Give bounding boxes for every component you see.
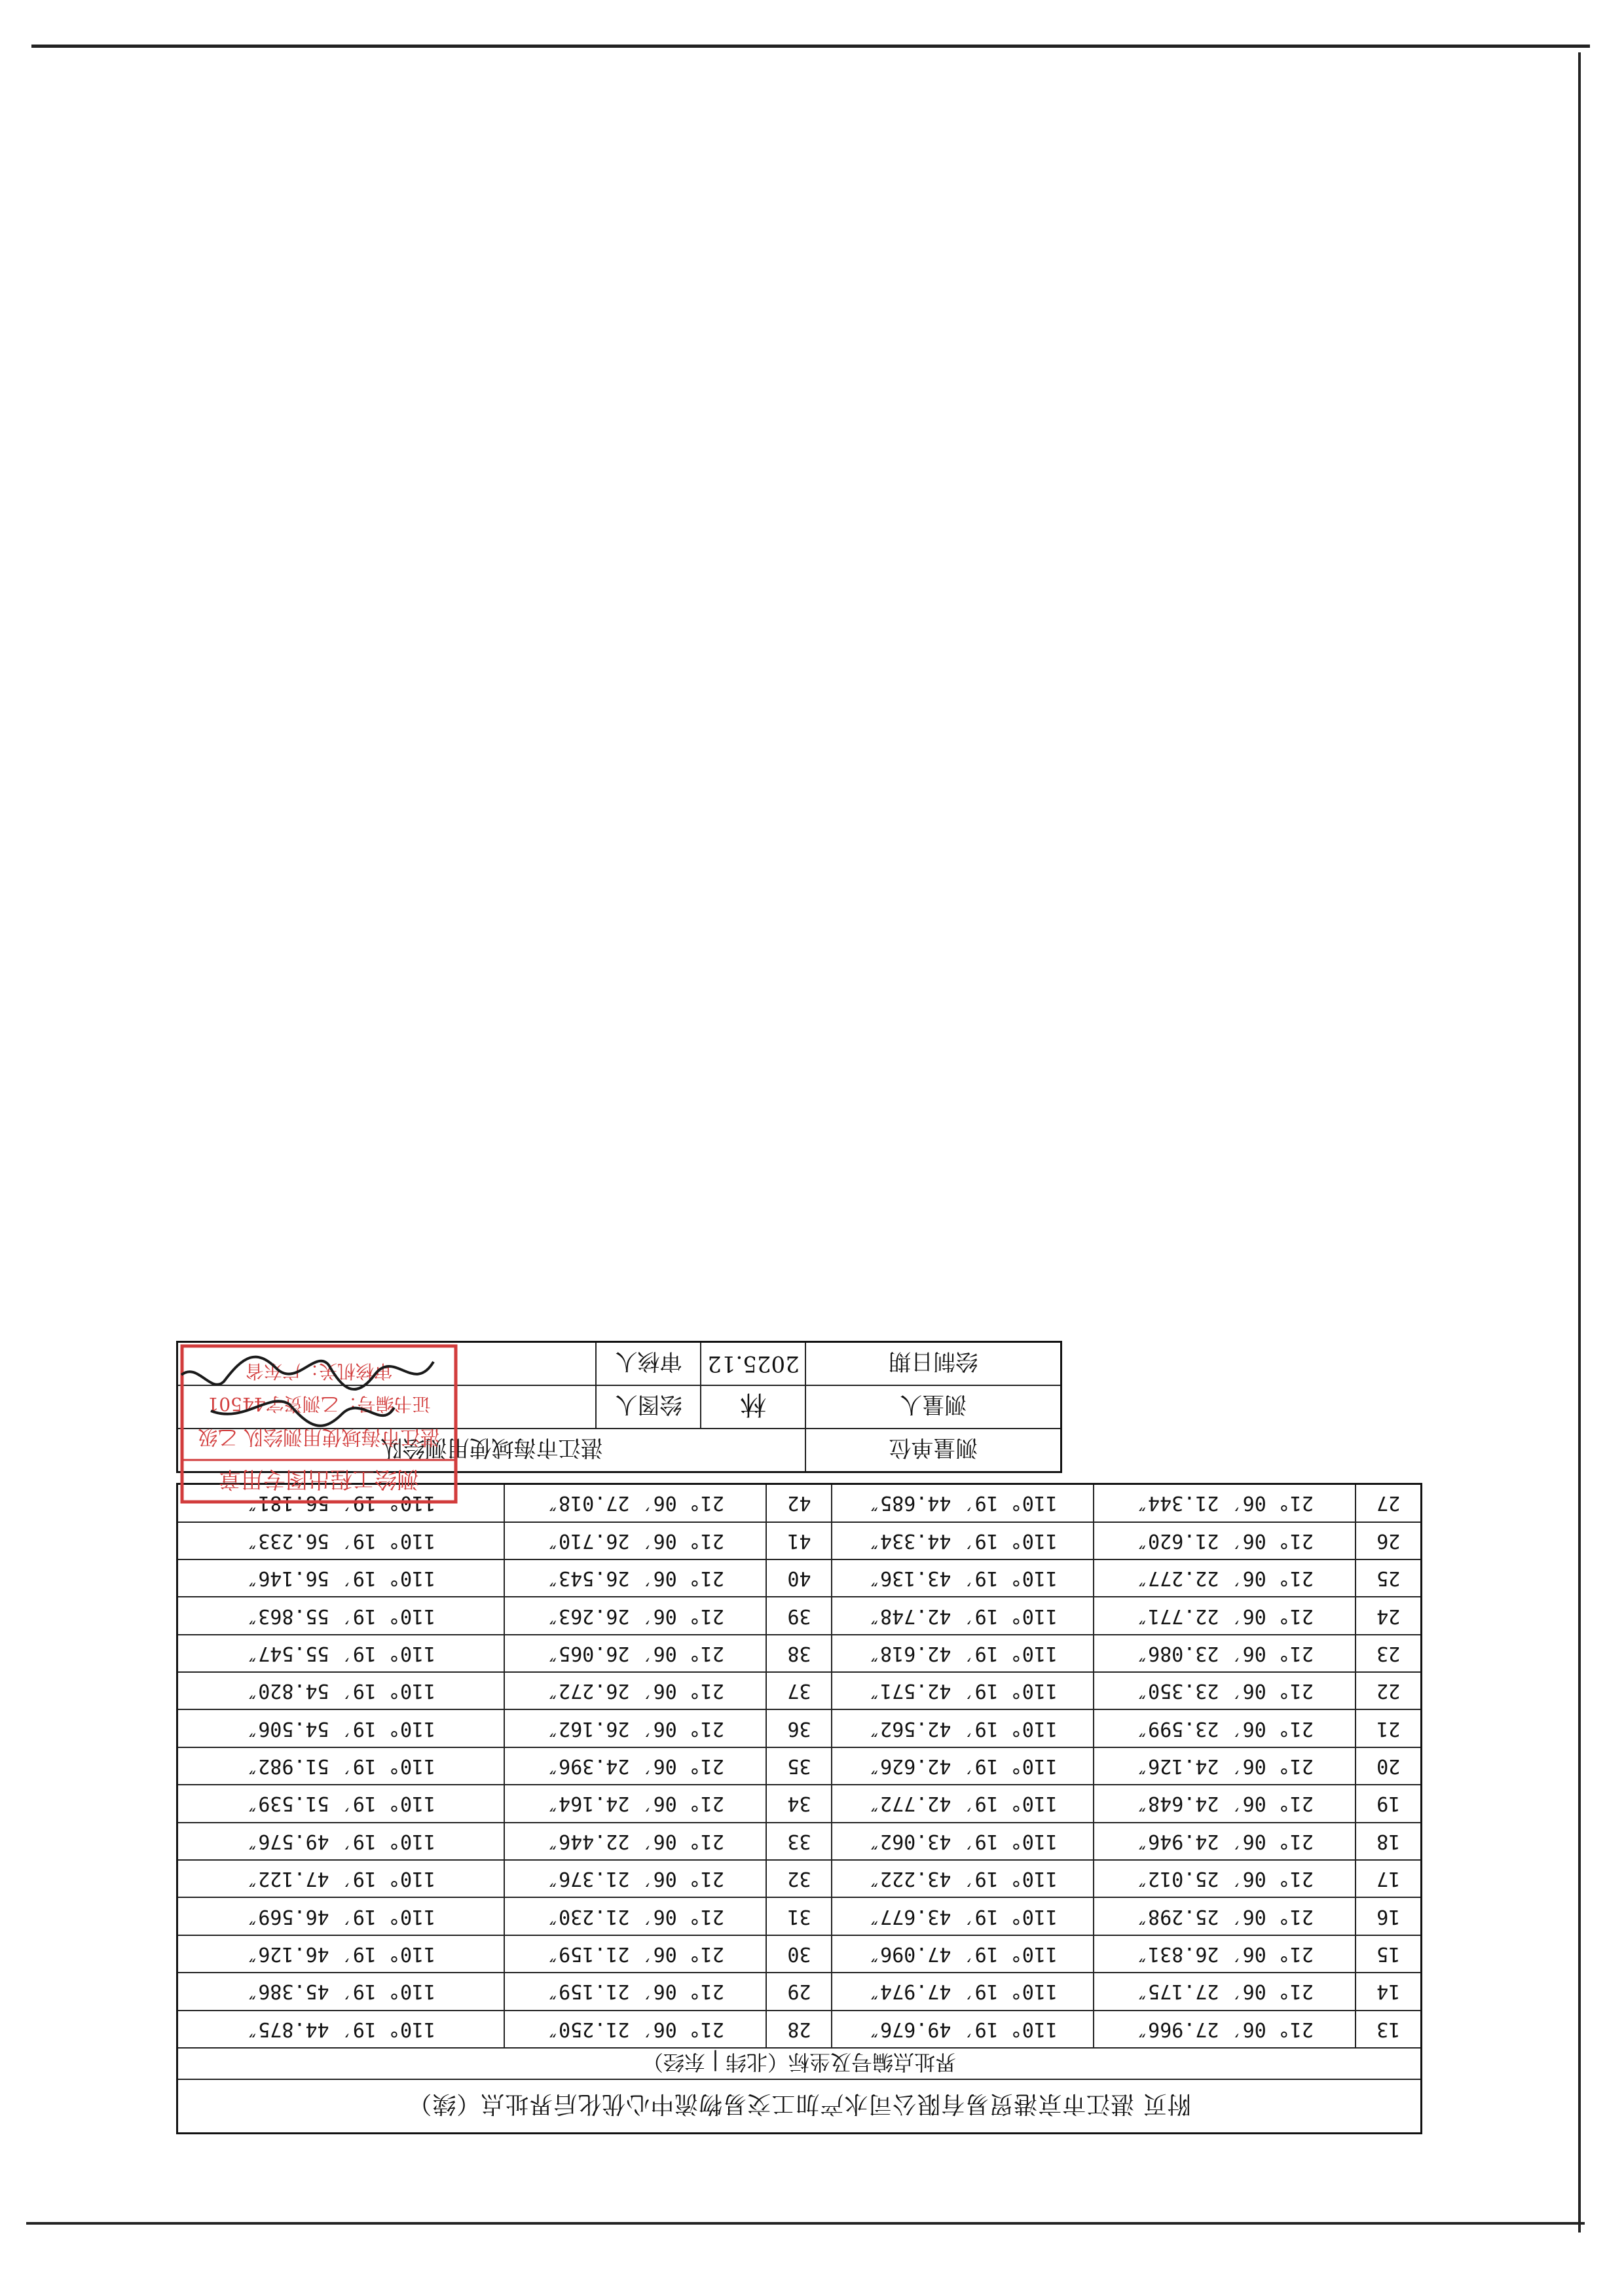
drafter-label: 绘图人 <box>597 1385 701 1429</box>
longitude-cell: 110° 19′ 43.136″ <box>832 1559 1094 1597</box>
point-number: 20 <box>1356 1747 1422 1785</box>
point-number: 36 <box>767 1709 832 1747</box>
longitude-cell: 110° 19′ 55.547″ <box>177 1635 504 1672</box>
table-row <box>177 1709 1421 1747</box>
table-subtitle: 界址点编号及坐标（北纬 | 东经） <box>177 2048 1421 2079</box>
point-number: 22 <box>1356 1672 1422 1709</box>
point-number: 18 <box>1356 1823 1422 1860</box>
longitude-cell: 110° 19′ 49.676″ <box>832 2011 1094 2048</box>
date-value: 2025.12 <box>701 1342 806 1386</box>
point-number: 26 <box>1356 1522 1422 1559</box>
longitude-cell: 110° 19′ 42.618″ <box>832 1635 1094 1672</box>
table-row <box>177 1897 1421 1935</box>
longitude-cell: 110° 19′ 51.539″ <box>177 1785 504 1822</box>
table-row <box>177 1635 1421 1672</box>
latitude-cell: 21° 06′ 27.175″ <box>1094 1973 1356 2010</box>
longitude-cell: 110° 19′ 51.982″ <box>177 1747 504 1785</box>
stamp-line: 证书编号：乙测资字44501 <box>207 1393 431 1415</box>
point-number: 30 <box>767 1935 832 1973</box>
table-row <box>177 1823 1421 1860</box>
surveyor-sign: 林 <box>740 1389 767 1420</box>
point-number: 13 <box>1356 2011 1422 2048</box>
longitude-cell: 110° 19′ 46.569″ <box>177 1897 504 1935</box>
stamp-line: 湛江市海域使用测绘队 乙级 <box>198 1425 440 1448</box>
point-number: 19 <box>1356 1785 1422 1822</box>
point-number: 32 <box>767 1860 832 1897</box>
longitude-cell: 110° 19′ 43.222″ <box>832 1860 1094 1897</box>
point-number: 23 <box>1356 1635 1422 1672</box>
longitude-cell: 110° 19′ 44.685″ <box>832 1484 1094 1522</box>
latitude-cell: 21° 06′ 22.446″ <box>505 1823 767 1860</box>
longitude-cell: 110° 19′ 44.334″ <box>832 1522 1094 1559</box>
latitude-cell: 21° 06′ 24.648″ <box>1094 1785 1356 1822</box>
latitude-cell: 21° 06′ 21.376″ <box>505 1860 767 1897</box>
latitude-cell: 21° 06′ 24.126″ <box>1094 1747 1356 1785</box>
latitude-cell: 21° 06′ 23.599″ <box>1094 1709 1356 1747</box>
latitude-cell: 21° 06′ 26.831″ <box>1094 1935 1356 1973</box>
latitude-cell: 21° 06′ 21.159″ <box>505 1935 767 1973</box>
table-row <box>177 1973 1421 2010</box>
latitude-cell: 21° 06′ 27.966″ <box>1094 2011 1356 2048</box>
point-number: 31 <box>767 1897 832 1935</box>
unit-value: 湛江市海域使用测绘队 <box>177 1429 805 1472</box>
latitude-cell: 21° 06′ 26.263″ <box>505 1597 767 1634</box>
point-number: 29 <box>767 1973 832 2010</box>
stamp-line: 测绘工程出图专用章 <box>219 1466 419 1492</box>
point-number: 37 <box>767 1672 832 1709</box>
longitude-cell: 110° 19′ 56.146″ <box>177 1559 504 1597</box>
longitude-cell: 110° 19′ 56.233″ <box>177 1522 504 1559</box>
longitude-cell: 110° 19′ 43.062″ <box>832 1823 1094 1860</box>
surveyor-label: 测量人 <box>806 1385 1061 1429</box>
latitude-cell: 21° 06′ 22.277″ <box>1094 1559 1356 1597</box>
table-row <box>177 2011 1421 2048</box>
right-border-line <box>1578 52 1581 2232</box>
longitude-cell: 110° 19′ 46.126″ <box>177 1935 504 1973</box>
point-number: 33 <box>767 1823 832 1860</box>
latitude-cell: 21° 06′ 21.250″ <box>505 2011 767 2048</box>
latitude-cell: 21° 06′ 21.344″ <box>1094 1484 1356 1522</box>
reviewer-label: 审核人 <box>597 1342 701 1386</box>
longitude-cell: 110° 19′ 54.506″ <box>177 1709 504 1747</box>
table-row <box>177 1522 1421 1559</box>
point-number: 16 <box>1356 1897 1422 1935</box>
latitude-cell: 21° 06′ 24.164″ <box>505 1785 767 1822</box>
longitude-cell: 110° 19′ 43.677″ <box>832 1897 1094 1935</box>
drafter-handwritten-signature <box>204 1388 401 1434</box>
table-row <box>177 1559 1421 1597</box>
bottom-border-line <box>26 2222 1585 2225</box>
longitude-cell: 110° 19′ 44.875″ <box>177 2011 504 2048</box>
longitude-cell: 110° 19′ 49.576″ <box>177 1823 504 1860</box>
point-number: 35 <box>767 1747 832 1785</box>
longitude-cell: 110° 19′ 42.748″ <box>832 1597 1094 1634</box>
longitude-cell: 110° 19′ 47.096″ <box>832 1935 1094 1973</box>
signature-stroke <box>181 1357 434 1390</box>
point-number: 41 <box>767 1522 832 1559</box>
latitude-cell: 21° 06′ 26.162″ <box>505 1709 767 1747</box>
longitude-cell: 110° 19′ 42.562″ <box>832 1709 1094 1747</box>
latitude-cell: 21° 06′ 23.086″ <box>1094 1635 1356 1672</box>
point-number: 40 <box>767 1559 832 1597</box>
table-title: 附页 湛江市京港贸易有限公司水产加工交易物流中心优化后界址点（续） <box>177 2079 1421 2134</box>
latitude-cell: 21° 06′ 24.396″ <box>505 1747 767 1785</box>
latitude-cell: 21° 06′ 26.543″ <box>505 1559 767 1597</box>
signature-stroke <box>211 1401 394 1426</box>
latitude-cell: 21° 06′ 26.710″ <box>505 1522 767 1559</box>
latitude-cell: 21° 06′ 24.946″ <box>1094 1823 1356 1860</box>
point-number: 39 <box>767 1597 832 1634</box>
longitude-cell: 110° 19′ 56.181″ <box>177 1484 504 1522</box>
point-number: 42 <box>767 1484 832 1522</box>
longitude-cell: 110° 19′ 47.974″ <box>832 1973 1094 2010</box>
boundary-point-table <box>176 1483 1422 2134</box>
surveyor-signature <box>701 1385 806 1429</box>
unit-label: 测量单位 <box>806 1429 1061 1472</box>
point-number: 15 <box>1356 1935 1422 1973</box>
longitude-cell: 110° 19′ 45.386″ <box>177 1973 504 2010</box>
latitude-cell: 21° 06′ 26.272″ <box>505 1672 767 1709</box>
latitude-cell: 21° 06′ 21.620″ <box>1094 1522 1356 1559</box>
table-row <box>177 1860 1421 1897</box>
point-number: 38 <box>767 1635 832 1672</box>
point-number: 25 <box>1356 1559 1422 1597</box>
point-number: 17 <box>1356 1860 1422 1897</box>
longitude-cell: 110° 19′ 42.626″ <box>832 1747 1094 1785</box>
table-row <box>177 1597 1421 1634</box>
point-number: 28 <box>767 2011 832 2048</box>
top-border-line <box>31 45 1590 48</box>
table-row <box>177 1672 1421 1709</box>
latitude-cell: 21° 06′ 26.065″ <box>505 1635 767 1672</box>
point-number: 14 <box>1356 1973 1422 2010</box>
point-number: 21 <box>1356 1709 1422 1747</box>
latitude-cell: 21° 06′ 23.350″ <box>1094 1672 1356 1709</box>
latitude-cell: 21° 06′ 25.298″ <box>1094 1897 1356 1935</box>
latitude-cell: 21° 06′ 21.159″ <box>505 1973 767 2010</box>
table-row <box>177 1785 1421 1822</box>
latitude-cell: 21° 06′ 27.018″ <box>505 1484 767 1522</box>
date-label: 绘制日期 <box>806 1342 1061 1386</box>
longitude-cell: 110° 19′ 42.772″ <box>832 1785 1094 1822</box>
latitude-cell: 21° 06′ 25.012″ <box>1094 1860 1356 1897</box>
appendix-document <box>178 1332 1422 2134</box>
point-number: 34 <box>767 1785 832 1822</box>
table-row <box>177 1935 1421 1973</box>
table-body <box>177 1484 1421 2048</box>
longitude-cell: 110° 19′ 42.571″ <box>832 1672 1094 1709</box>
point-number: 24 <box>1356 1597 1422 1634</box>
latitude-cell: 21° 06′ 22.771″ <box>1094 1597 1356 1634</box>
longitude-cell: 110° 19′ 55.863″ <box>177 1597 504 1634</box>
latitude-cell: 21° 06′ 21.230″ <box>505 1897 767 1935</box>
longitude-cell: 110° 19′ 47.122″ <box>177 1860 504 1897</box>
table-row <box>177 1747 1421 1785</box>
stamp-line: 审核机关：广东省 <box>245 1360 393 1382</box>
point-number: 27 <box>1356 1484 1422 1522</box>
longitude-cell: 110° 19′ 54.820″ <box>177 1672 504 1709</box>
